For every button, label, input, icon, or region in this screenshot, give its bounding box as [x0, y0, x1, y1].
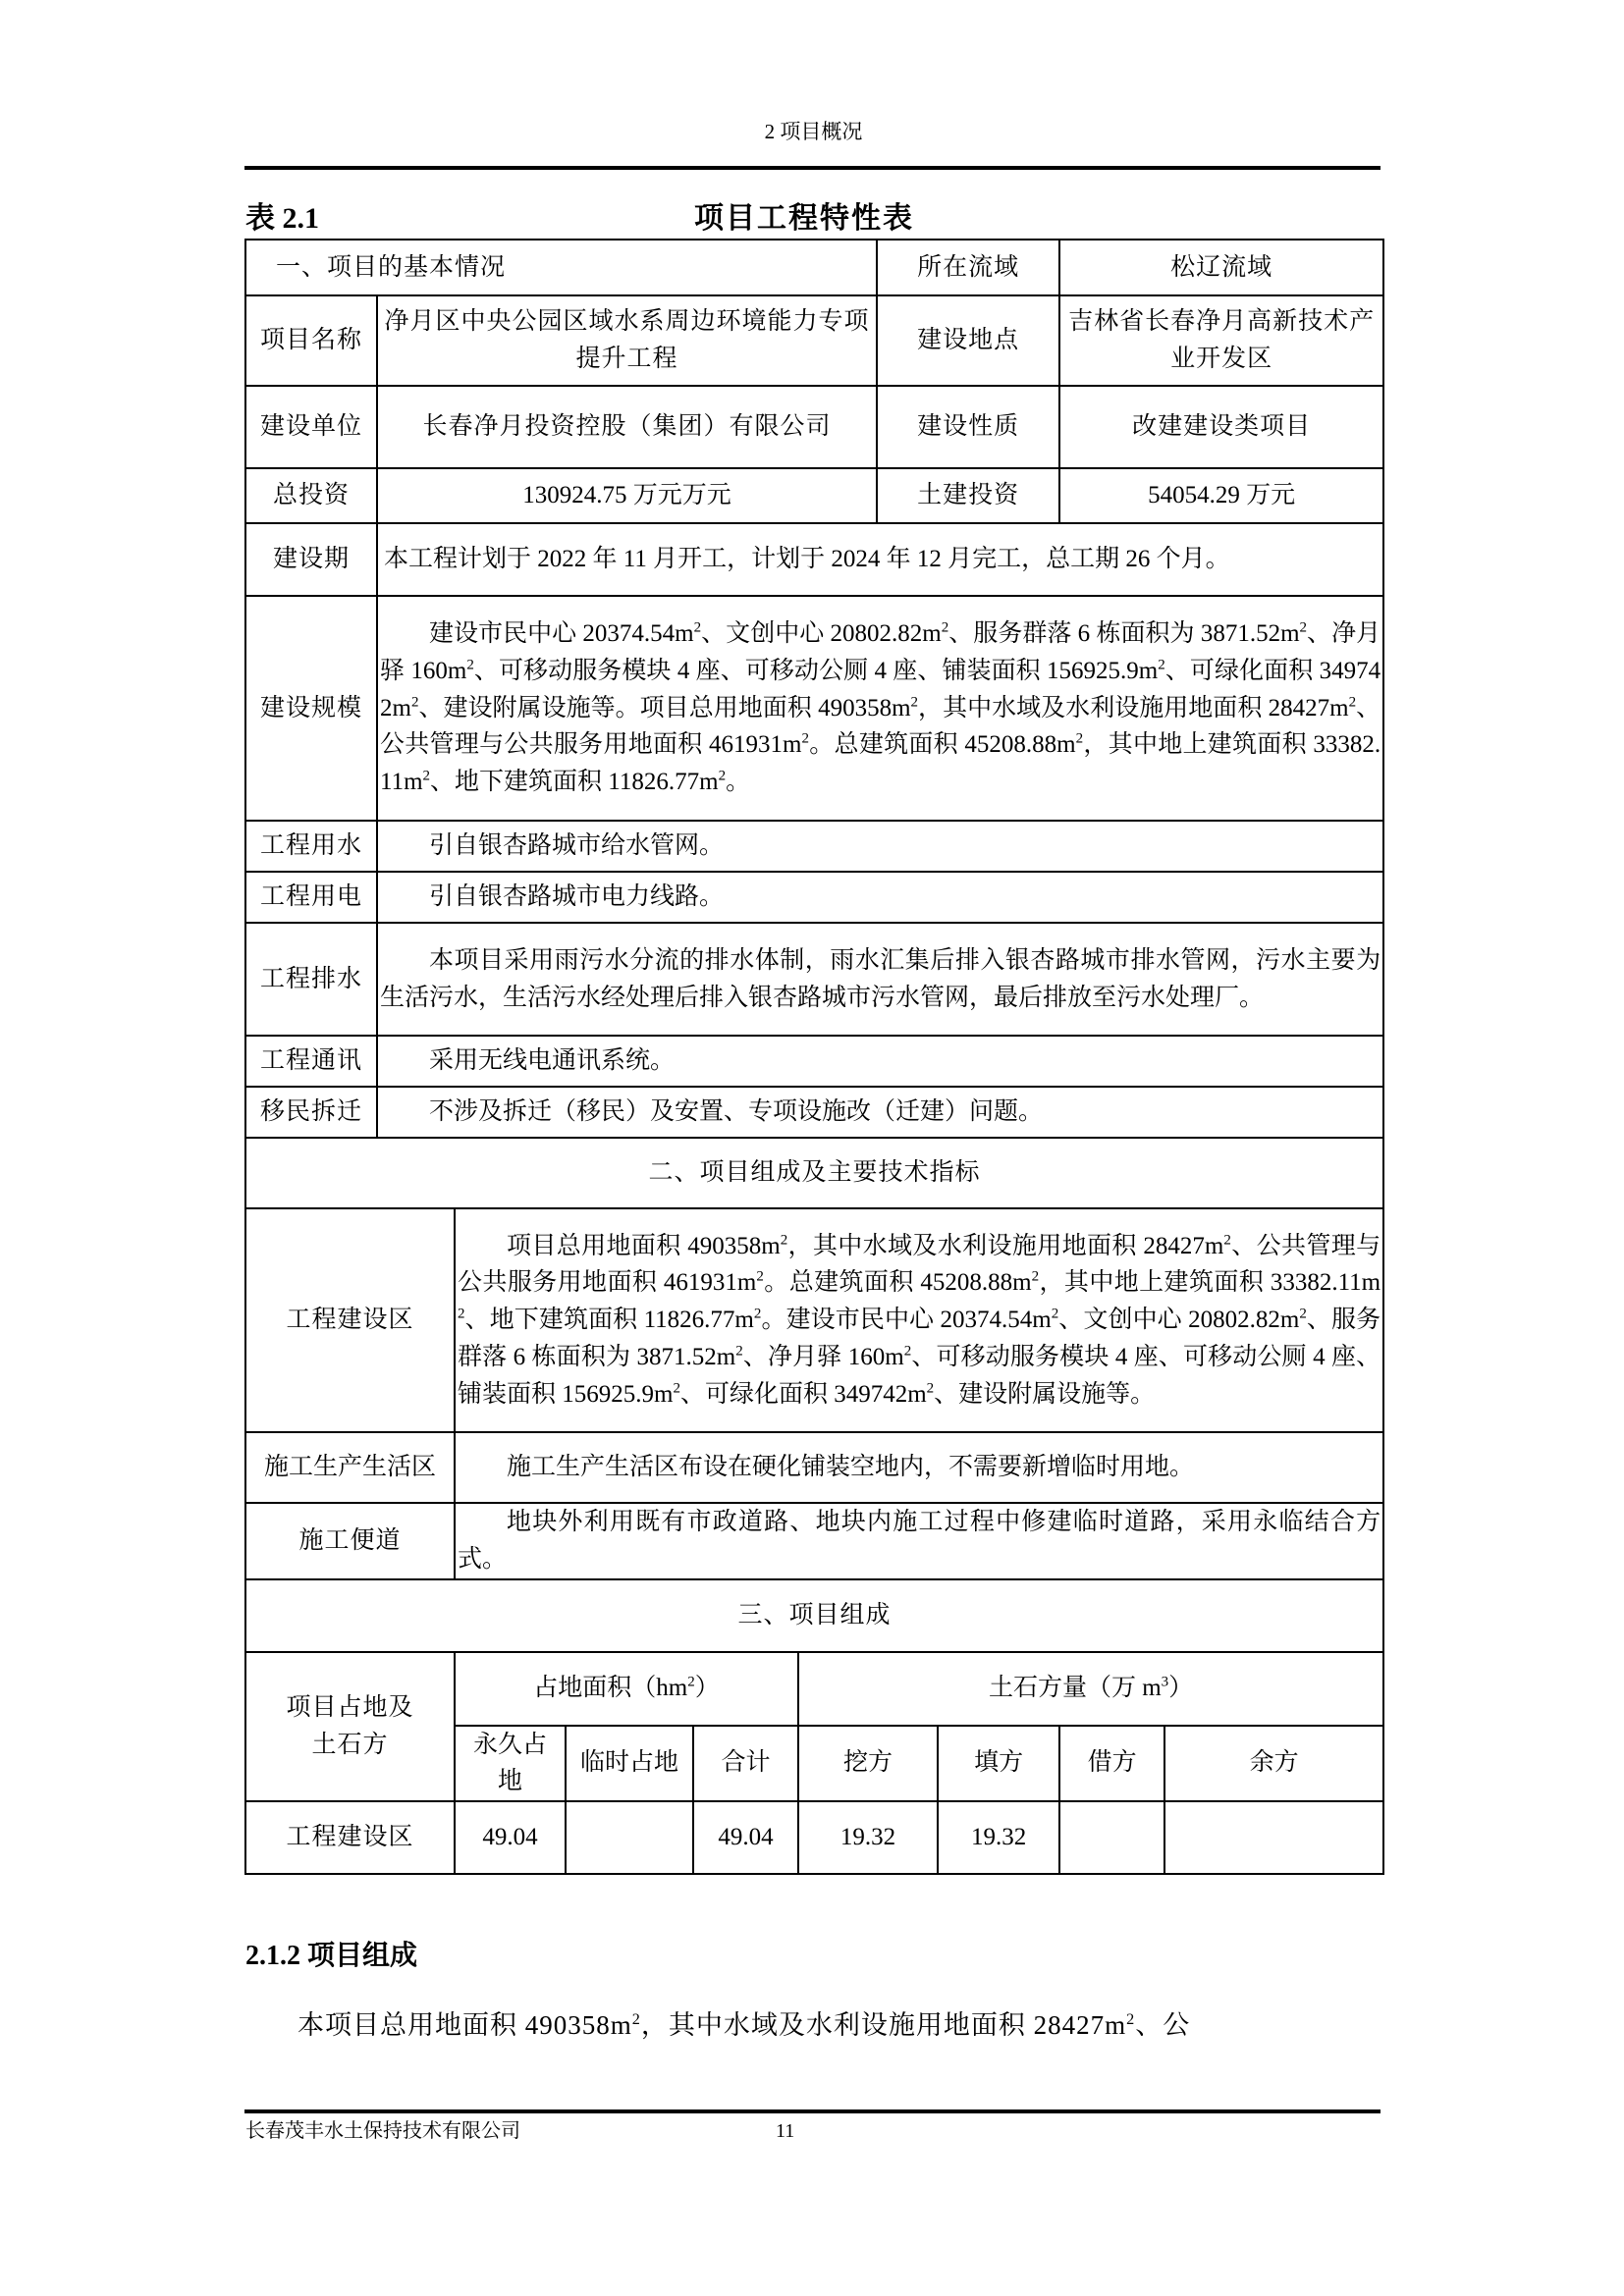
text-run: 、服务群落 6 栋面积为 3871.52m — [458, 1307, 1381, 1370]
comm-value: 采用无线电通讯系统。 — [377, 1036, 1383, 1087]
water-label: 工程用水 — [245, 821, 377, 872]
text-run: 、公 — [1135, 2010, 1191, 2040]
text-run: 、地下建筑面积 11826.77m — [464, 1307, 754, 1334]
superscript: 2 — [1299, 1306, 1307, 1322]
land-group-end: ） — [694, 1675, 720, 1702]
table-row — [245, 1432, 1383, 1503]
table-row — [245, 821, 1383, 872]
superscript: 2 — [1158, 657, 1165, 673]
running-header: 2 项目概况 — [764, 120, 863, 143]
text-run: 、地下建筑面积 11826.77m — [430, 769, 719, 796]
power-label: 工程用电 — [245, 872, 377, 923]
text-run: ，其中水域及水利设施用地面积 28427m — [640, 2010, 1127, 2040]
name-label: 项目名称 — [245, 295, 377, 386]
text-run: 、可绿化面积 349742m — [380, 657, 1381, 721]
superscript: 2 — [1051, 1306, 1059, 1322]
body-paragraph — [244, 2005, 1382, 2045]
comm-label: 工程通讯 — [245, 1036, 377, 1087]
text-run: 项目总用地面积 490358m — [507, 1232, 781, 1259]
superscript: 2 — [780, 1232, 788, 1249]
unit-value: 长春净月投资控股（集团）有限公司 — [377, 386, 877, 468]
text-run: 、可绿化面积 349742m — [679, 1380, 927, 1408]
location-value: 吉林省长春净月高新技术产业开发区 — [1059, 295, 1383, 386]
section-composition-title: 二、项目组成及主要技术指标 — [245, 1138, 1383, 1208]
basin-label: 所在流域 — [877, 240, 1059, 295]
table-row — [245, 1087, 1383, 1138]
scale-value — [377, 596, 1383, 821]
cell-temporary — [566, 1801, 693, 1874]
text-run: 。总建筑面积 45208.88m — [809, 731, 1076, 759]
superscript: 2 — [693, 619, 702, 636]
relocation-value: 不涉及拆迁（移民）及安置、专项设施改（迁建）问题。 — [377, 1087, 1383, 1138]
text-run: 、净月驿 160m — [742, 1343, 904, 1370]
superscript: 2 — [903, 1343, 912, 1360]
superscript: 2 — [735, 1343, 743, 1360]
superscript: 2 — [1126, 2010, 1136, 2028]
basin-value: 松辽流域 — [1059, 240, 1383, 295]
table-row — [245, 1208, 1383, 1432]
superscript: 2 — [753, 1306, 762, 1322]
text-run: 。总建筑面积 45208.88m — [763, 1269, 1032, 1297]
earth-group-end: ） — [1168, 1675, 1194, 1702]
location-label: 建设地点 — [877, 295, 1059, 386]
construction-area-label: 工程建设区 — [245, 1208, 455, 1432]
text-run: 、可移动服务模块 4 座、可移动公厕 4 座、铺装面积 156925.9m — [473, 657, 1159, 684]
table-row — [245, 386, 1383, 468]
text-run: ，其中地上建筑面积 33382.11m — [380, 731, 1381, 796]
earthwork-group-header — [798, 1652, 1383, 1726]
col-borrow: 借方 — [1059, 1726, 1164, 1802]
table-row — [245, 1138, 1383, 1208]
col-cut: 挖方 — [798, 1726, 938, 1802]
text-run: 、净月驿 160m — [380, 620, 1381, 684]
cell-cut: 19.32 — [798, 1801, 938, 1874]
text-run: 、文创中心 20802.82m — [701, 620, 942, 647]
text-run: 、可移动服务模块 4 座、可移动公厕 4 座、铺装面积 156925.9m — [458, 1343, 1381, 1408]
text-run: 。 — [726, 769, 751, 796]
col-surplus: 余方 — [1164, 1726, 1383, 1802]
nature-label: 建设性质 — [877, 386, 1059, 468]
table-row — [245, 295, 1383, 386]
table-row — [245, 872, 1383, 923]
period-value: 本工程计划于 2022 年 11 月开工，计划于 2024 年 12 月完工，总工期 26 个月。 — [377, 523, 1383, 596]
footer-rule — [244, 2109, 1380, 2113]
text-run: 、建设附属设施等。 — [934, 1380, 1156, 1408]
table-row — [245, 1036, 1383, 1087]
land-group-text: 占地面积（hm — [533, 1675, 688, 1702]
investment-value: 130924.75 万元万元 — [377, 468, 877, 523]
earth-group-sup: 3 — [1161, 1674, 1169, 1690]
period-label: 建设期 — [245, 523, 377, 596]
earth-group-text: 土石方量（万 m — [988, 1675, 1162, 1702]
camp-value: 施工生产生活区布设在硬化铺装空地内，不需要新增临时用地。 — [455, 1432, 1383, 1503]
cell-permanent: 49.04 — [455, 1801, 566, 1874]
table-row — [245, 923, 1383, 1036]
cell-surplus — [1164, 1801, 1383, 1874]
table-row — [245, 1801, 1383, 1874]
land-group-sup: 2 — [687, 1674, 695, 1690]
section-basic-title: 一、项目的基本情况 — [245, 240, 877, 295]
scale-label: 建设规模 — [245, 596, 377, 821]
table-row — [245, 240, 1383, 295]
civil-investment-label: 土建投资 — [877, 468, 1059, 523]
project-characteristics-table — [244, 239, 1384, 1875]
section-components-title: 三、项目组成 — [245, 1579, 1383, 1652]
name-value: 净月区中央公园区域水系周边环境能力专项提升工程 — [377, 295, 877, 386]
table-row — [245, 523, 1383, 596]
superscript: 2 — [941, 619, 949, 636]
drainage-value: 本项目采用雨污水分流的排水体制，雨水汇集后排入银杏路城市排水管网，污水主要为生活污水，生活污水经处理后排入银杏路城市污水管网，最后排放至污水处理厂。 — [377, 923, 1383, 1036]
text-run: ，其中水域及水利设施用地面积 28427m — [787, 1232, 1224, 1259]
superscript: 2 — [1075, 731, 1084, 748]
power-value: 引自银杏路城市电力线路。 — [377, 872, 1383, 923]
superscript: 2 — [673, 1380, 680, 1397]
text-run: ，其中水域及水利设施用地面积 28427m — [918, 694, 1349, 721]
text-run: 、公共管理与公共服务用地面积 461931m — [380, 694, 1381, 759]
superscript: 2 — [926, 1380, 935, 1397]
cell-total: 49.04 — [693, 1801, 798, 1874]
superscript: 2 — [1031, 1268, 1040, 1285]
col-fill: 填方 — [938, 1726, 1059, 1802]
superscript: 2 — [756, 1268, 764, 1285]
superscript: 2 — [631, 2010, 641, 2028]
text-run: 。建设市民中心 20374.54m — [761, 1307, 1052, 1334]
superscript: 2 — [801, 731, 809, 748]
superscript: 2 — [1223, 1232, 1231, 1249]
superscript: 2 — [410, 694, 419, 711]
unit-label: 建设单位 — [245, 386, 377, 468]
footer-company: 长春茂丰水土保持技术有限公司 — [245, 2120, 520, 2142]
superscript: 2 — [718, 768, 727, 784]
civil-investment-value: 54054.29 万元 — [1059, 468, 1383, 523]
drainage-label: 工程排水 — [245, 923, 377, 1036]
relocation-label: 移民拆迁 — [245, 1087, 377, 1138]
construction-area-value — [455, 1208, 1383, 1432]
col-total: 合计 — [693, 1726, 798, 1802]
table-row — [245, 596, 1383, 821]
section-heading: 2.1.2 项目组成 — [245, 1941, 418, 1971]
superscript: 2 — [466, 657, 474, 673]
text-run: ，其中地上建筑面积 33382.11m — [1039, 1269, 1381, 1297]
col-permanent: 永久占地 — [455, 1726, 566, 1802]
road-label: 施工便道 — [245, 1503, 455, 1579]
road-value: 地块外利用既有市政道路、地块内施工过程中修建临时道路，采用永临结合方式。 — [455, 1503, 1383, 1579]
superscript: 2 — [458, 1306, 465, 1322]
text-run: 、文创中心 20802.82m — [1058, 1307, 1300, 1334]
superscript: 2 — [422, 768, 431, 784]
superscript: 2 — [910, 694, 919, 711]
land-area-group-header — [455, 1652, 798, 1726]
cell-fill: 19.32 — [938, 1801, 1059, 1874]
text-run: 、服务群落 6 栋面积为 3871.52m — [948, 620, 1300, 647]
col-temporary: 临时占地 — [566, 1726, 693, 1802]
page-number: 11 — [776, 2120, 795, 2142]
cell-borrow — [1059, 1801, 1164, 1874]
superscript: 2 — [1348, 694, 1357, 711]
superscript: 2 — [1299, 619, 1308, 636]
table-row — [245, 468, 1383, 523]
table-row — [245, 1503, 1383, 1579]
table-number: 表 2.1 — [245, 202, 319, 235]
text-run: 本项目总用地面积 490358m — [298, 2010, 632, 2040]
investment-label: 总投资 — [245, 468, 377, 523]
table-title: 项目工程特性表 — [694, 202, 914, 235]
text-run: 、建设附属设施等。项目总用地面积 490358m — [418, 694, 911, 721]
camp-label: 施工生产生活区 — [245, 1432, 455, 1503]
water-value: 引自银杏路城市给水管网。 — [377, 821, 1383, 872]
row-name: 工程建设区 — [245, 1801, 455, 1874]
table-row — [245, 1579, 1383, 1652]
table-row — [245, 1652, 1383, 1726]
text-run: 建设市民中心 20374.54m — [429, 620, 694, 647]
row-header: 项目占地及土石方 — [245, 1652, 455, 1802]
header-rule — [244, 166, 1380, 170]
text-run: 、公共管理与公共服务用地面积 461931m — [458, 1232, 1381, 1297]
nature-value: 改建建设类项目 — [1059, 386, 1383, 468]
